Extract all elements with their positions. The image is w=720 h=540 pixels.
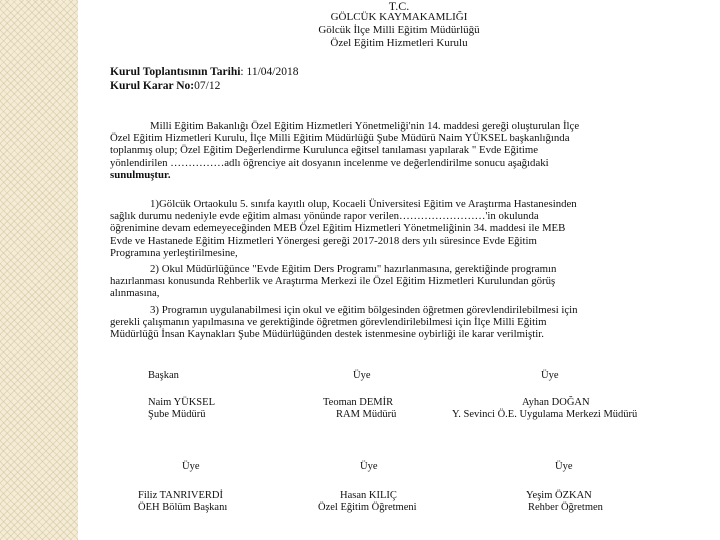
item-line: gerekli çalışmanın yapılmasına ve gerektiğinde öğretmen görevlendirilebilmesi için İlçe Milli Eğitim: [110, 316, 547, 329]
signature-role: Üye: [541, 370, 559, 381]
decorative-side-border: [0, 0, 78, 540]
item-line: Evde ve Hastanede Eğitim Hizmetleri Yönergesi gereği 2017-2018 ders yılı süresince Evde Eğitim: [110, 234, 537, 247]
item-line: sağlık durumu nedeniyle evde eğitim alması yönünde rapor verilen……………………'in okulunda: [110, 210, 539, 223]
item-line: Programına yerleştirilmesine,: [110, 246, 238, 259]
decision-item-3: [110, 304, 720, 341]
signature-name: Hasan KILIÇ: [340, 490, 397, 501]
signature-role: Üye: [182, 461, 200, 472]
document-page: [78, 0, 720, 540]
intro-line: Özel Eğitim Hizmetleri Kurulu, İlçe Milli Eğitim Müdürlüğü Şube Müdürü Naim YÜKSEL başkanlığında: [110, 132, 570, 145]
signature-name: Filiz TANRIVERDİ: [138, 490, 224, 501]
signature-title: Rehber Öğretmen: [528, 502, 603, 513]
meeting-date: [110, 66, 298, 78]
item-line: 2) Okul Müdürlüğünce "Evde Eğitim Ders Programı" hazırlanmasına, gerektiğinde programın: [150, 263, 557, 275]
item-line: hazırlanması konusunda Rehberlik ve Araştırma Merkezi ile Özel Eğitim Hizmetleri Kurulundan görüş: [110, 275, 556, 288]
signature-role: Üye: [555, 461, 573, 472]
signature-name: Naim YÜKSEL: [148, 397, 215, 408]
decision-number-value: 07/12: [194, 80, 221, 92]
signature-name: Yeşim ÖZKAN: [526, 490, 592, 501]
intro-paragraph: [110, 120, 720, 181]
meeting-date-label: Kurul Toplantısının Tarihi: [110, 66, 241, 78]
item-line: Müdürlüğü İnsan Kaynakları Şube Müdürlüğünden destek istenmesine oybirliği ile karar verilmiştir.: [110, 328, 544, 341]
header-line-directorate: Gölcük İlçe Milli Eğitim Müdürlüğü: [318, 24, 480, 36]
intro-line: sunulmuştur.: [110, 168, 171, 181]
meeting-date-value: : 11/04/2018: [240, 66, 299, 78]
header-line-tc: T.C.: [388, 0, 410, 13]
decision-number: [110, 80, 220, 92]
header-line-board: Özel Eğitim Hizmetleri Kurulu: [330, 37, 468, 49]
decision-number-label: Kurul Karar No:: [110, 80, 195, 92]
decision-item-1: [110, 198, 720, 259]
item-line: alınmasına,: [110, 287, 160, 300]
item-line: öğrenimine devam edemeyeceğinden MEB Özel Eğitim Hizmetleri Yönetmeliğinin 34. maddesi ile MEB: [110, 222, 566, 235]
signature-role: Üye: [360, 461, 378, 472]
signature-name: Ayhan DOĞAN: [522, 397, 590, 408]
signature-role: Üye: [353, 370, 371, 381]
signature-title: ÖEH Bölüm Başkanı: [138, 502, 228, 513]
decision-item-2: [110, 263, 720, 300]
signature-title: RAM Müdürü: [336, 409, 397, 420]
intro-line: toplanmış olup; Özel Eğitim Değerlendirme Kurulunca eğitsel tanılaması yapılarak " Evde Eğitime: [110, 144, 539, 157]
intro-line: yönlendirilen ……………adlı öğrenciye ait dosyanın incelenme ve değerlendirilme sonucu aşağıdaki: [110, 156, 549, 169]
signature-title: Şube Müdürü: [148, 409, 206, 420]
signature-name: Teoman DEMİR: [323, 397, 394, 408]
item-line: 1)Gölcük Ortaokulu 5. sınıfa kayıtlı olup, Kocaeli Üniversitesi Eğitim ve Araştırma Hastanesinden: [150, 198, 577, 210]
signature-role: Başkan: [148, 370, 179, 381]
signature-title: Y. Sevinci Ö.E. Uygulama Merkezi Müdürü: [452, 409, 638, 420]
signature-title: Özel Eğitim Öğretmeni: [318, 502, 417, 513]
intro-line: Milli Eğitim Bakanlığı Özel Eğitim Hizmetleri Yönetmeliği'nin 14. maddesi gereği oluşturulan İlçe: [150, 120, 580, 132]
item-line: 3) Programın uygulanabilmesi için okul ve eğitim bölgesinden öğretmen görevlendirilebilmesi için: [150, 304, 578, 316]
header-line-kaymakamlik: GÖLCÜK KAYMAKAMLIĞI: [330, 11, 468, 23]
